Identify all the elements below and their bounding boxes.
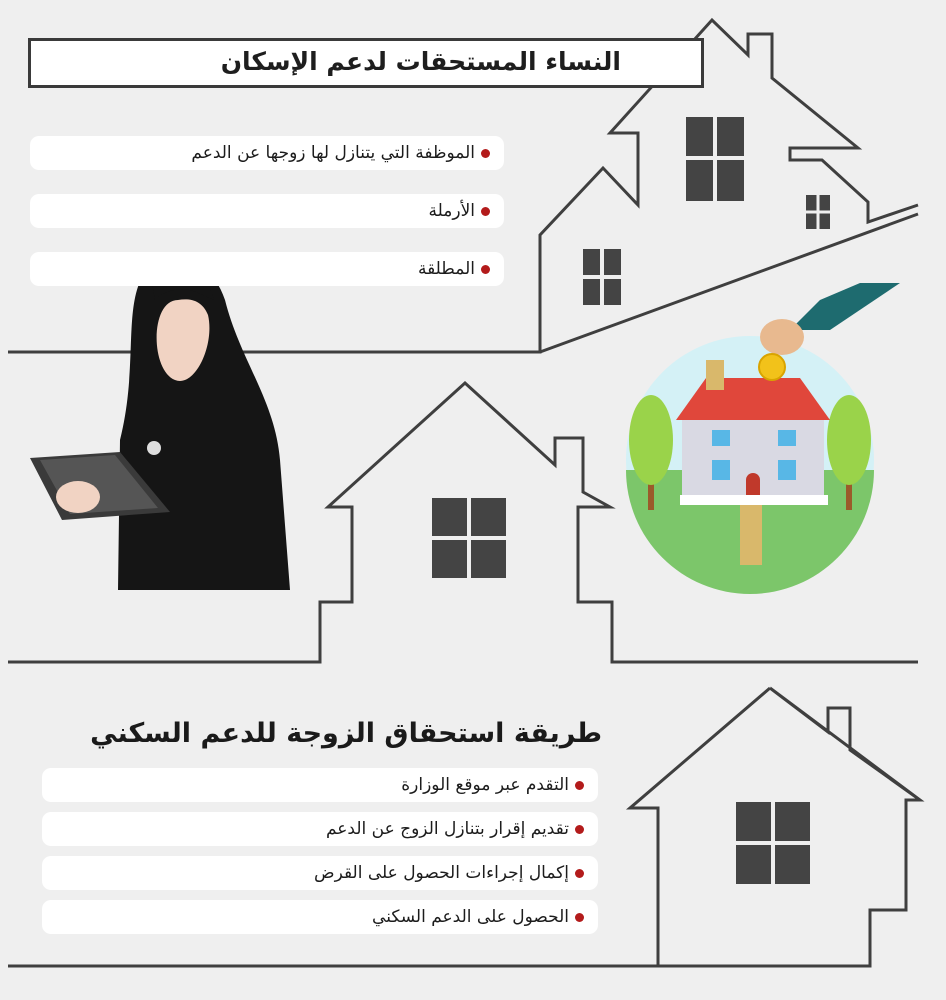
bullet-dot [481,207,490,216]
list-item-label: الموظفة التي يتنازل لها زوجها عن الدعم [191,143,475,163]
bullet-dot [575,781,584,790]
page-title: النساء المستحقات لدعم الإسكان [220,47,621,76]
bullet-dot [481,265,490,274]
list-item-label: إكمال إجراءات الحصول على القرض [314,863,569,883]
list-item [30,136,504,170]
list-item [42,812,598,846]
bullet-dot [575,913,584,922]
list-item-label: تقديم إقرار بتنازل الزوج عن الدعم [325,819,569,839]
piggy-bank-house-icon [626,283,900,594]
bullet-dot [481,149,490,158]
list-item [30,194,504,228]
list-item-label: الحصول على الدعم السكني [372,907,569,927]
woman-with-tablet-icon [30,257,290,590]
bullet-dot [575,825,584,834]
section-title: طريقة استحقاق الزوجة للدعم السكني [90,718,602,749]
list-item-label: التقدم عبر موقع الوزارة [401,775,569,795]
list-item-label: المطلقة [417,259,475,279]
list-item [42,768,598,802]
bullet-dot [575,869,584,878]
list-item [42,856,598,890]
list-item [30,252,504,286]
main-title-box [28,38,704,88]
list-item-label: الأرملة [428,201,475,221]
list-item [42,900,598,934]
